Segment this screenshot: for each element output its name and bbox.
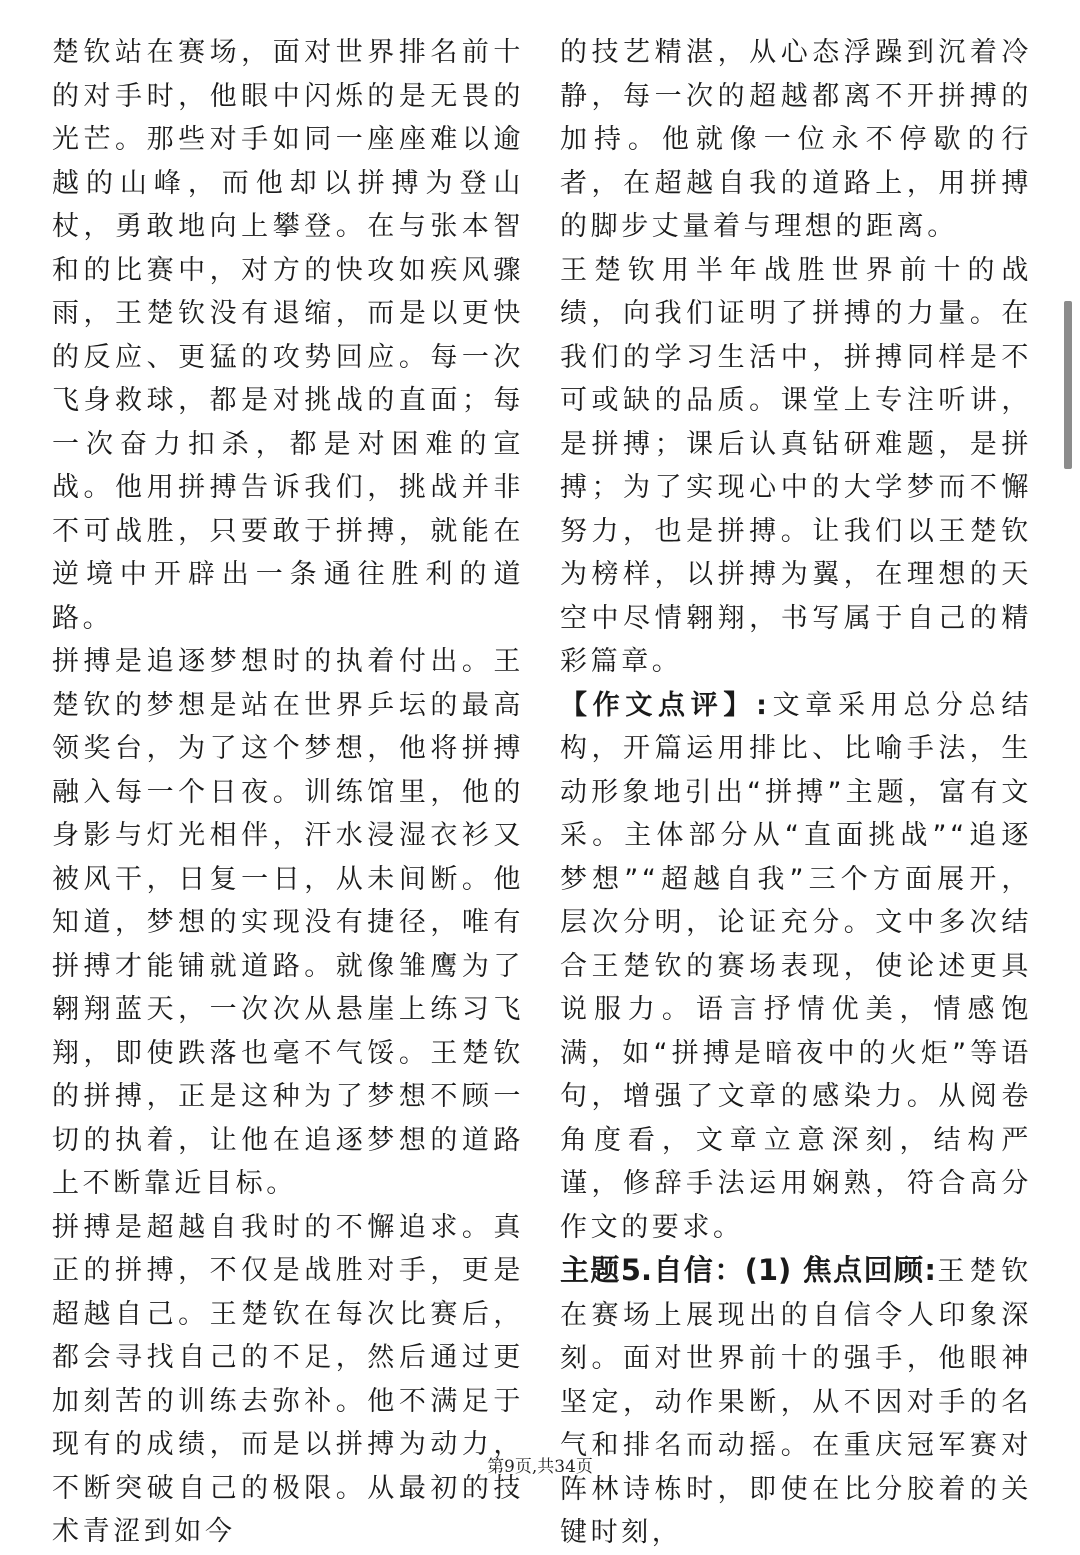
comment-text: 文章采用总分总结构，开篇运用排比、比喻手法，生动形象地引出“拼搏”主题，富有文采。主体部分从“直面挑战”“追逐梦想”“超越自我”三个方面展开，层次分明，论证充分。文中多次结合王楚钦的赛场表现，使论述更具说服力。语言抒情优美，情感饱满，如“拼搏是暗夜中的火炬”等语句，增强了文章的感染力。从阅卷角度看，文章立意深刻，结构严谨，修辞手法运用娴熟，符合高分作文的要求。 — [560, 689, 1032, 1243]
paragraph-dream: 拼搏是追逐梦想时的执着付出。王楚钦的梦想是站在世界乒坛的最高领奖台，为了这个梦想，他将拼搏融入每一个日夜。训练馆里，他的身影与灯光相伴，汗水浸湿衣衫又被风干，日复一日，从未间断。他知道，梦想的实现没有捷径，唯有拼搏才能铺就道路。就像雏鹰为了翱翔蓝天，一次次从悬崖上练习飞翔，即使跌落也毫不气馁。王楚钦的拼搏，正是这种为了梦想不顾一切的执着，让他在追逐梦想的道路上不断靠近目标。 — [52, 646, 524, 1199]
theme-text: 王楚钦在赛场上展现出的自信令人印象深刻。面对世界前十的强手，他眼神坚定，动作果断，从不因对手的名气和排名而动摇。在重庆冠军赛对阵林诗栋时，即使在比分胶着的关键时刻， — [560, 1256, 1032, 1548]
comment-label: 【作文点评】: — [560, 689, 771, 721]
theme-section — [560, 1249, 1032, 1555]
page-number: 第9页,共34页 — [487, 1457, 593, 1477]
right-column — [560, 31, 1032, 1555]
theme-heading: 主题5.自信：(1) 焦点回顾: — [560, 1253, 936, 1287]
paragraph-continuation: 的技艺精湛，从心态浮躁到沉着冷静，每一次的超越都离不开拼搏的加持。他就像一位永不停歇的行者，在超越自我的道路上，用拼搏的脚步丈量着与理想的距离。 — [560, 37, 1032, 242]
left-column — [52, 31, 524, 1554]
essay-comment — [560, 684, 1032, 1250]
paragraph-conclusion: 王楚钦用半年战胜世界前十的战绩，向我们证明了拼搏的力量。在我们的学习生活中，拼搏同样是不可或缺的品质。课堂上专注听讲，是拼搏；课后认真钻研难题，是拼搏；为了实现心中的大学梦而不懈努力，也是拼搏。让我们以王楚钦为榜样，以拼搏为翼，在理想的天空中尽情翱翔，书写属于自己的精彩篇章。 — [560, 254, 1032, 677]
scrollbar-thumb[interactable] — [1064, 301, 1072, 469]
paragraph-self-surpass: 拼搏是超越自我时的不懈追求。真正的拼搏，不仅是战胜对手，更是超越自己。王楚钦在每次比赛后，都会寻找自己的不足，然后通过更加刻苦的训练去弥补。他不满足于现有的成绩，而是以拼搏为动力，不断突破自己的极限。从最初的技术青涩到如今 — [52, 1211, 524, 1547]
paragraph-challenge: 楚钦站在赛场，面对世界排名前十的对手时，他眼中闪烁的是无畏的光芒。那些对手如同一座座难以逾越的山峰，而他却以拼搏为登山杖，勇敢地向上攀登。在与张本智和的比赛中，对方的快攻如疾风骤雨，王楚钦没有退缩，而是以更快的反应、更猛的攻势回应。每一次飞身救球，都是对挑战的直面；每一次奋力扣杀，都是对困难的宣战。他用拼搏告诉我们，挑战并非不可战胜，只要敢于拼搏，就能在逆境中开辟出一条通往胜利的道路。 — [52, 37, 524, 634]
